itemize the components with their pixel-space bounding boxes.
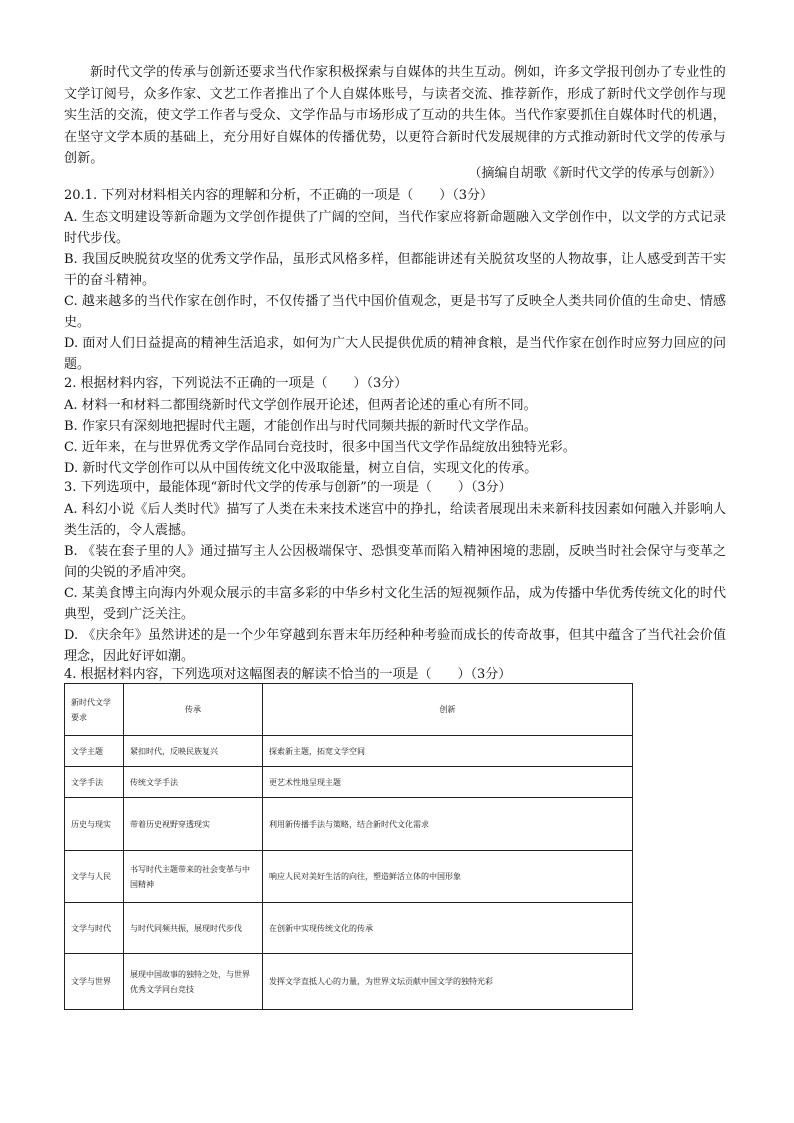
literature-requirements-table <box>64 683 633 1010</box>
question-3-option-b: B. 《装在套子里的人》通过描写主人公因极端保守、恐惧变革而陷入精神困境的悲剧，反映当时社会保守与变革之间的尖锐的矛盾冲突。 <box>64 544 726 580</box>
table-cell: 历史与现实 <box>65 798 124 851</box>
question-1-option-c: C. 越来越多的当代作家在创作时，不仅传播了当代中国价值观念，更是书写了反映全人类共同价值的生命史、情感史。 <box>64 294 726 330</box>
table-cell: 与时代同频共振，展现时代步伐 <box>124 903 263 954</box>
table-header-cell: 新时代文学要求 <box>65 684 124 736</box>
table-row <box>65 798 633 851</box>
table-row <box>65 736 633 767</box>
question-2-option-b: B. 作家只有深刻地把握时代主题，才能创作出与时代同频共振的新时代文学作品。 <box>64 419 537 434</box>
question-1-option-a: A. 生态文明建设等新命题为文学创作提供了广阔的空间，当代作家应将新命题融入文学创作中，以文学的方式记录时代步伐。 <box>64 210 726 246</box>
table-cell: 文学与世界 <box>65 954 124 1010</box>
question-2-option-d: D. 新时代文学创作可以从中国传统文化中汲取能量，树立自信，实现文化的传承。 <box>64 461 538 476</box>
question-3-option-c: C. 某美食博主向海内外观众展示的丰富多彩的中华乡村文化生活的短视频作品，成为传播中华优秀传统文化的时代典型，受到广泛关注。 <box>64 586 726 622</box>
table-cell: 文学主题 <box>65 736 124 767</box>
table-cell: 文学与时代 <box>65 903 124 954</box>
question-2-stem: 2. 根据材料内容，下列说法不正确的一项是（ ）（3分） <box>64 376 408 391</box>
table-cell: 利用新传播手法与策略，结合新时代文化需求 <box>263 798 633 851</box>
table-row <box>65 851 633 903</box>
question-2-option-c: C. 近年来，在与世界优秀文学作品同台竞技时，很多中国当代文学作品绽放出独特光彩。 <box>64 440 576 455</box>
table-cell: 传统文学手法 <box>124 767 263 798</box>
question-3-stem: 3. 下列选项中，最能体现“新时代文学的传承与创新”的一项是（ ）（3分） <box>64 480 512 495</box>
table-cell: 更艺术性地呈现主题 <box>263 767 633 798</box>
table-cell: 文学手法 <box>65 767 124 798</box>
table-cell: 响应人民对美好生活的向往，塑造鲜活立体的中国形象 <box>263 851 633 903</box>
question-2-option-a: A. 材料一和材料二都围绕新时代文学创作展开论述，但两者论述的重心有所不同。 <box>64 398 537 413</box>
source-citation: （摘编自胡歌《新时代文学的传承与创新》） <box>468 166 722 181</box>
table-cell: 在创新中实现传统文化的传承 <box>263 903 633 954</box>
table-cell: 展现中国故事的独特之处，与世界优秀文学同台竞技 <box>124 954 263 1010</box>
question-3-option-a: A. 科幻小说《后人类时代》描写了人类在未来技术迷宫中的挣扎，给读者展现出未来新科技因素如何融入并影响人类生活的，令人震撼。 <box>64 502 726 538</box>
question-3-option-d: D. 《庆余年》虽然讲述的是一个少年穿越到东晋末年历经种种考验而成长的传奇故事，但其中蕴含了当代社会价值理念，因此好评如潮。 <box>64 628 726 664</box>
table-cell: 带着历史视野穿透现实 <box>124 798 263 851</box>
table-header-row <box>65 684 633 736</box>
table-cell: 探索新主题，拓宽文学空间 <box>263 736 633 767</box>
table-row <box>65 767 633 798</box>
question-4-stem: 4. 根据材料内容，下列选项对这幅图表的解读不恰当的一项是（ ）（3分） <box>64 667 512 682</box>
table-cell: 紧扣时代，反映民族复兴 <box>124 736 263 767</box>
table-header-cell: 传承 <box>124 684 263 736</box>
intro-paragraph: 新时代文学的传承与创新还要求当代作家积极探索与自媒体的共生互动。例如，许多文学报刊创办了专业性的文学订阅号，众多作家、文艺工作者推出了个人自媒体账号，与读者交流、推荐新作，形成了新时代文学创作与现实生活的交流，使文学工作者与受众、文学作品与市场形成了互动的共生体。当代作家要抓住自媒体时代的机遇，在坚守文学本质的基础上，充分用好自媒体的传播优势，以更符合新时代发展规律的方式推动新时代文学的传承与创新。 <box>64 65 726 166</box>
table-cell: 文学与人民 <box>65 851 124 903</box>
table-cell: 发挥文学直抵人心的力量，为世界文坛贡献中国文学的独特光彩 <box>263 954 633 1010</box>
question-1-option-d: D. 面对人们日益提高的精神生活追求，如何为广大人民提供优质的精神食粮，是当代作家在创作时应努力回应的问题。 <box>64 336 726 372</box>
question-1-stem: 20.1. 下列对材料相关内容的理解和分析，不正确的一项是（ ）（3分） <box>64 188 493 203</box>
table-row <box>65 954 633 1010</box>
table-row <box>65 903 633 954</box>
table-header-cell: 创新 <box>263 684 633 736</box>
table-cell: 书写时代主题带来的社会变革与中国精神 <box>124 851 263 903</box>
question-1-option-b: B. 我国反映脱贫攻坚的优秀文学作品，虽形式风格多样，但都能讲述有关脱贫攻坚的人物故事，让人感受到苦干实干的奋斗精神。 <box>64 252 726 288</box>
